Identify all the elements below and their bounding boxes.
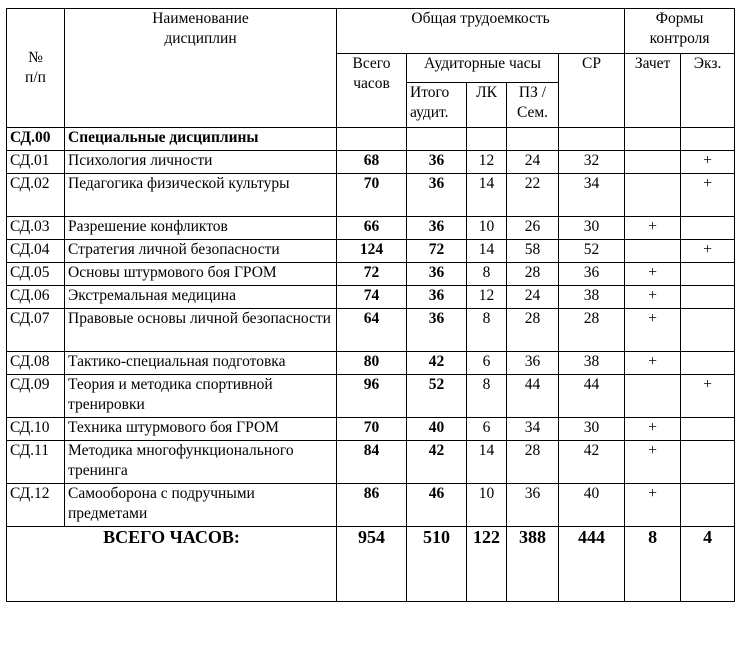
totals-lk: 122 <box>467 527 507 602</box>
row-zachet <box>625 240 681 263</box>
totals-row <box>7 527 735 602</box>
row-aud: 40 <box>407 418 467 441</box>
header-pz: ПЗ / Сем. <box>507 83 559 128</box>
table-row <box>7 286 735 309</box>
table-row <box>7 375 735 418</box>
table-row <box>7 441 735 484</box>
row-name: Тактико-специальная подготовка <box>65 352 337 375</box>
row-pz: 36 <box>507 484 559 527</box>
row-name: Разрешение конфликтов <box>65 217 337 240</box>
header-sr: СР <box>559 54 625 128</box>
row-total: 70 <box>337 174 407 217</box>
header-lk: ЛК <box>467 83 507 128</box>
row-pz: 24 <box>507 286 559 309</box>
row-code: СД.04 <box>7 240 65 263</box>
row-pz: 36 <box>507 352 559 375</box>
row-aud: 36 <box>407 174 467 217</box>
table-row <box>7 240 735 263</box>
row-lk: 8 <box>467 309 507 352</box>
row-total: 64 <box>337 309 407 352</box>
row-exam: + <box>681 240 735 263</box>
row-exam <box>681 217 735 240</box>
totals-exam: 4 <box>681 527 735 602</box>
curriculum-table <box>6 8 735 602</box>
table-row <box>7 174 735 217</box>
row-lk: 10 <box>467 484 507 527</box>
row-total: 68 <box>337 151 407 174</box>
row-total: 72 <box>337 263 407 286</box>
row-name: Правовые основы личной безопасности <box>65 309 337 352</box>
row-total: 86 <box>337 484 407 527</box>
row-zachet: + <box>625 217 681 240</box>
row-sr: 34 <box>559 174 625 217</box>
row-lk: 14 <box>467 240 507 263</box>
row-aud: 36 <box>407 286 467 309</box>
row-aud: 72 <box>407 240 467 263</box>
row-aud: 36 <box>407 309 467 352</box>
row-name: Теория и методика спортивной тренировки <box>65 375 337 418</box>
table-row <box>7 309 735 352</box>
row-lk: 6 <box>467 352 507 375</box>
table-row <box>7 484 735 527</box>
row-aud: 36 <box>407 217 467 240</box>
row-code: СД.10 <box>7 418 65 441</box>
row-name: Стратегия личной безопасности <box>65 240 337 263</box>
row-exam <box>681 418 735 441</box>
row-sr: 30 <box>559 217 625 240</box>
row-total: 74 <box>337 286 407 309</box>
table-row <box>7 418 735 441</box>
row-zachet: + <box>625 484 681 527</box>
row-zachet <box>625 375 681 418</box>
table-row <box>7 263 735 286</box>
row-aud: 36 <box>407 151 467 174</box>
row-pz: 44 <box>507 375 559 418</box>
totals-aud: 510 <box>407 527 467 602</box>
row-code: СД.02 <box>7 174 65 217</box>
row-total: 84 <box>337 441 407 484</box>
row-name: Основы штурмового боя ГРОМ <box>65 263 337 286</box>
row-pz: 58 <box>507 240 559 263</box>
row-lk: 12 <box>467 151 507 174</box>
section-code: СД.00 <box>7 128 65 151</box>
section-title: Специальные дисциплины <box>65 128 337 151</box>
row-zachet <box>625 174 681 217</box>
totals-total: 954 <box>337 527 407 602</box>
row-name: Техника штурмового боя ГРОМ <box>65 418 337 441</box>
row-total: 80 <box>337 352 407 375</box>
row-sr: 44 <box>559 375 625 418</box>
row-total: 70 <box>337 418 407 441</box>
row-sr: 36 <box>559 263 625 286</box>
row-code: СД.06 <box>7 286 65 309</box>
row-name: Экстремальная медицина <box>65 286 337 309</box>
totals-sr: 444 <box>559 527 625 602</box>
row-pz: 34 <box>507 418 559 441</box>
row-aud: 42 <box>407 441 467 484</box>
header-itogo: Итого аудит. <box>407 83 467 128</box>
row-aud: 46 <box>407 484 467 527</box>
row-total: 124 <box>337 240 407 263</box>
header-num: № п/п <box>7 9 65 128</box>
row-zachet: + <box>625 441 681 484</box>
table-row <box>7 151 735 174</box>
row-exam <box>681 263 735 286</box>
row-lk: 8 <box>467 375 507 418</box>
row-lk: 6 <box>467 418 507 441</box>
row-lk: 14 <box>467 174 507 217</box>
row-exam <box>681 441 735 484</box>
row-code: СД.12 <box>7 484 65 527</box>
header-total-hours: Всего часов <box>337 54 407 128</box>
row-code: СД.09 <box>7 375 65 418</box>
totals-label: ВСЕГО ЧАСОВ: <box>7 527 337 602</box>
row-exam: + <box>681 174 735 217</box>
row-exam <box>681 286 735 309</box>
row-code: СД.01 <box>7 151 65 174</box>
row-zachet <box>625 151 681 174</box>
row-sr: 28 <box>559 309 625 352</box>
totals-zachet: 8 <box>625 527 681 602</box>
row-lk: 8 <box>467 263 507 286</box>
row-pz: 22 <box>507 174 559 217</box>
row-zachet: + <box>625 263 681 286</box>
table-row <box>7 352 735 375</box>
row-zachet: + <box>625 309 681 352</box>
header-control-forms: Формы контроля <box>625 9 735 54</box>
row-code: СД.05 <box>7 263 65 286</box>
row-name: Педагогика физической культуры <box>65 174 337 217</box>
row-name: Самооборона с подручными предметами <box>65 484 337 527</box>
row-lk: 12 <box>467 286 507 309</box>
row-pz: 24 <box>507 151 559 174</box>
row-name: Психология личности <box>65 151 337 174</box>
row-code: СД.11 <box>7 441 65 484</box>
row-exam: + <box>681 375 735 418</box>
row-aud: 52 <box>407 375 467 418</box>
row-code: СД.08 <box>7 352 65 375</box>
row-zachet: + <box>625 418 681 441</box>
row-code: СД.03 <box>7 217 65 240</box>
row-aud: 42 <box>407 352 467 375</box>
header-exam: Экз. <box>681 54 735 128</box>
row-total: 66 <box>337 217 407 240</box>
header-aud-hours: Аудиторные часы <box>407 54 559 83</box>
row-sr: 52 <box>559 240 625 263</box>
header-name: Наименование дисциплин <box>65 9 337 128</box>
section-row <box>7 128 735 151</box>
row-zachet: + <box>625 352 681 375</box>
row-pz: 28 <box>507 309 559 352</box>
row-sr: 42 <box>559 441 625 484</box>
row-pz: 28 <box>507 263 559 286</box>
row-lk: 14 <box>467 441 507 484</box>
totals-pz: 388 <box>507 527 559 602</box>
row-exam <box>681 352 735 375</box>
row-sr: 40 <box>559 484 625 527</box>
row-code: СД.07 <box>7 309 65 352</box>
row-sr: 38 <box>559 352 625 375</box>
row-exam <box>681 484 735 527</box>
row-exam: + <box>681 151 735 174</box>
row-exam <box>681 309 735 352</box>
row-pz: 26 <box>507 217 559 240</box>
row-total: 96 <box>337 375 407 418</box>
header-row-1 <box>7 9 735 54</box>
row-sr: 30 <box>559 418 625 441</box>
row-sr: 38 <box>559 286 625 309</box>
row-name: Методика многофункционального тренинга <box>65 441 337 484</box>
header-zachet: Зачет <box>625 54 681 128</box>
row-pz: 28 <box>507 441 559 484</box>
row-lk: 10 <box>467 217 507 240</box>
row-sr: 32 <box>559 151 625 174</box>
header-total-labor: Общая трудоемкость <box>337 9 625 54</box>
row-zachet: + <box>625 286 681 309</box>
row-aud: 36 <box>407 263 467 286</box>
table-row <box>7 217 735 240</box>
